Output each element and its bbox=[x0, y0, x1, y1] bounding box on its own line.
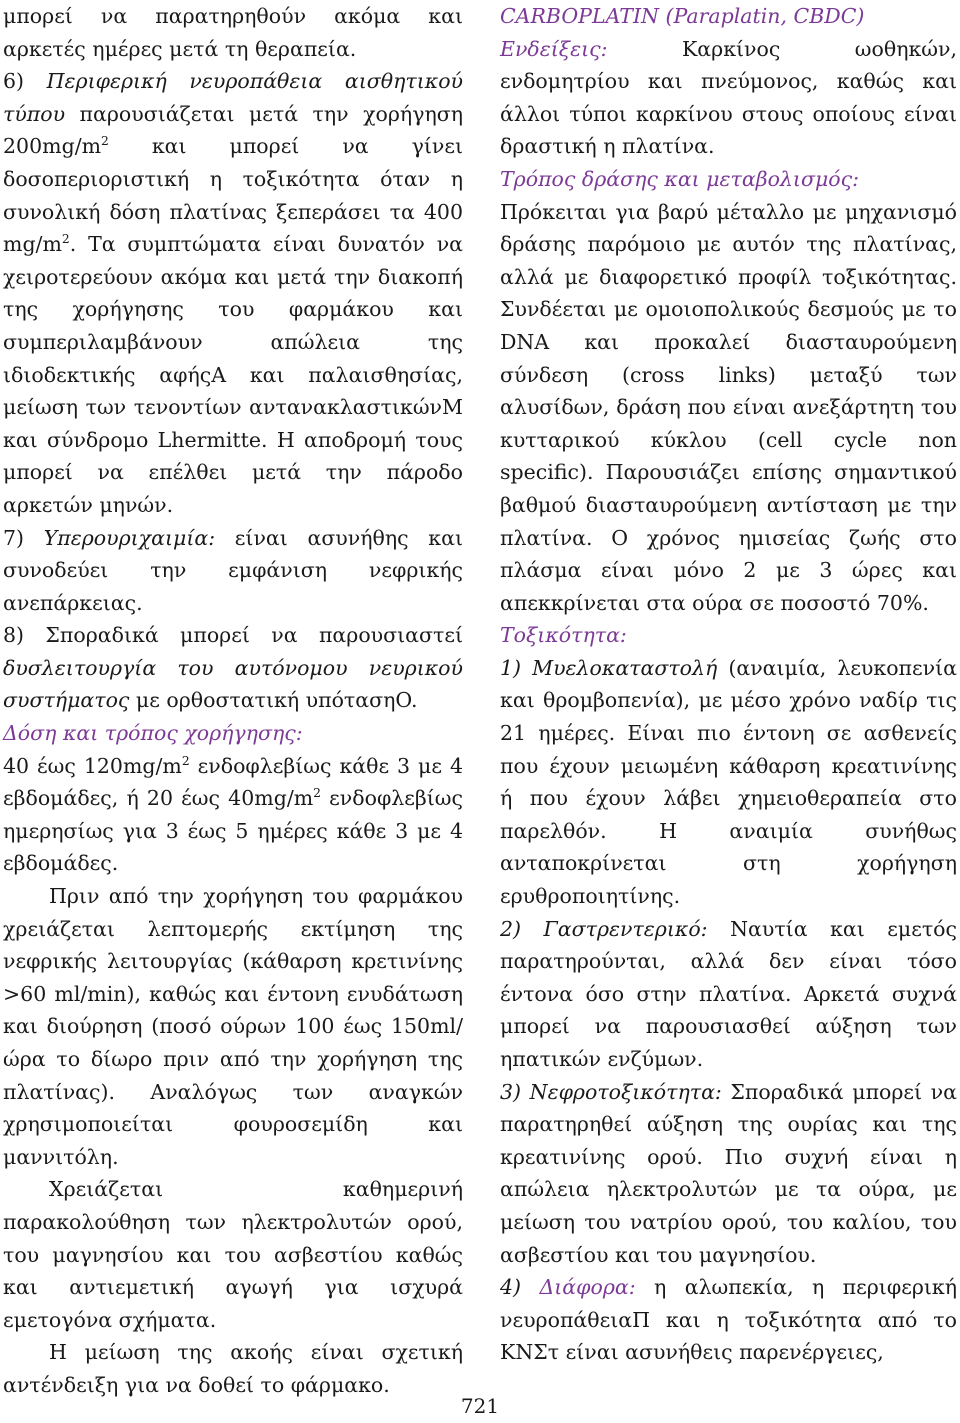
superscript: 2 bbox=[101, 134, 109, 149]
paragraph-renal-assessment: Πριν από την χορήγηση του φαρμάκου χρειάζεται λεπτομερής εκτίμηση της νεφρικής λειτουργίας (κάθαρση κρετινίνης >60 ml/min), καθώς και έντονη ενυδάτωση και διούρηση (ποσό ούρων 100 έως 150ml/ώρα το δίωρο πριν από την χορήγηση της πλατίνας). Αναλόγως των αναγκών χρησιμοποιείται φουροσεμίδη και μαννιτόλη. bbox=[3, 884, 463, 1169]
superscript: 2 bbox=[313, 786, 321, 801]
text: παρουσιάζεται μετά την χορήγηση 200mg/m bbox=[3, 101, 463, 159]
italic-term: 1) Μυελοκαταστολή bbox=[500, 655, 718, 680]
superscript: 2 bbox=[61, 232, 70, 247]
dose-heading: Δόση και τρόπος χορήγησης: bbox=[3, 721, 303, 746]
paragraph-continuation bbox=[3, 0, 463, 65]
paragraph-mechanism: Πρόκειται για βαρύ μέταλλο με μηχανισμό δράσης παρόμοιο με αυτόν της πλατίνας, αλλά με διαφορετικό προφίλ τοξικότητας. Συνδέεται με ομοιοπολικούς δεσμούς με το DNA και προκαλεί διασταυρούμενη σύνδεση (cross links) μεταξύ των αλυσίδων, δράση που είναι ανεξάρτητη του κυτταρικού κύκλου (cell cycle non specific). Παρουσιάζει επίσης σημαντικού βαθμού διασταυρούμενη αντίσταση με την πλατίνα. Ο χρόνος ημισείας ζωής στο πλάσμα είναι μόνο 2 με 3 ώρες και απεκκρίνεται στα ούρα σε ποσοστό 70%. bbox=[500, 199, 957, 615]
text: Σποραδικά μπορεί να παρατηρηθεί αύξηση της ουρίας και της κρεατινίνης ορού. Πιο συχνή είναι η απώλεια ηλεκτρολυτών με τα ούρα, με μείωση του νατρίου ορού, του καλίου, του ασβεστίου και του μαγνησίου. bbox=[500, 1079, 957, 1267]
text: μπορεί να παρατηρηθούν ακόμα και αρκετές ημέρες μετά τη θεραπεία. bbox=[3, 4, 463, 61]
paragraph-indications bbox=[500, 33, 957, 163]
text: ενδοφλεβίως κάθε 3 με 4 εβδομάδες, ή 20 έως 40mg/m bbox=[3, 753, 463, 811]
text: Καρκίνος ωοθηκών, ενδομητρίου και πνεύμονος, καθώς και άλλοι τύποι καρκίνου στους οποίους είναι δραστική η πλατίνα. bbox=[500, 36, 957, 159]
paragraph-hearing: Η μείωση της ακοής είναι σχετική αντένδειξη για να δοθεί το φάρμακο. bbox=[3, 1340, 463, 1397]
paragraph-autonomic bbox=[3, 619, 463, 717]
toxicity-heading: Τοξικότητα: bbox=[500, 623, 627, 648]
text: 8) Σποραδικά μπορεί να παρουσιαστεί bbox=[3, 623, 463, 648]
text: 7) bbox=[3, 525, 44, 550]
text: Ναυτία και εμετός παρατηρούνται, αλλά δεν είναι τόσο έντονα όσο στην πλατίνα. Αρκετά συχνά μπορεί να παρουσιασθεί αύξηση των ηπατικών ενζύμων. bbox=[500, 916, 957, 1071]
indications-label: Ενδείξεις: bbox=[500, 36, 608, 61]
superscript: 2 bbox=[181, 753, 190, 768]
text: 40 έως 120mg/m bbox=[3, 753, 182, 778]
text: είναι ασυνήθης και συνοδεύει την εμφάνιση νεφρικής ανεπάρκειας. bbox=[3, 525, 463, 615]
italic-term: 4) bbox=[500, 1275, 540, 1300]
text: ενδοφλεβίως ημερησίως για 3 έως 5 ημέρες κάθε 3 με 4 εβδομάδες. bbox=[3, 786, 463, 876]
paragraph-dose bbox=[3, 750, 463, 880]
page-number: 721 bbox=[460, 1394, 500, 1418]
right-column bbox=[500, 0, 957, 1369]
text: 6) bbox=[3, 69, 47, 94]
paragraph-misc bbox=[500, 1271, 957, 1369]
italic-term: δυσλειτουργία του αυτόνομου νευρικού συστήματος bbox=[3, 655, 463, 713]
text: . Τα συμπτώματα είναι δυνατόν να χειροτερεύουν ακόμα και μετά την διακοπή της χορήγησης του φαρμάκου και συμπεριλαμβάνουν απώλεια της ιδιοδεκτικής αφήςA και παλαισθησίας, μείωση των τενοντίων αντανακλαστικώνM και σύνδρομο Lhermitte. Η αποδρομή τους μπορεί να επέλθει μετά την πάροδο αρκετών μηνών. bbox=[3, 232, 463, 517]
misc-label: Διάφορα: bbox=[539, 1275, 636, 1300]
paragraph-hyperuricemia bbox=[3, 522, 463, 620]
paragraph-myelosuppression bbox=[500, 652, 957, 913]
italic-term: 2) Γαστρεντερικό: bbox=[500, 916, 708, 941]
paragraph-electrolytes: Χρειάζεται καθημερινή παρακολούθηση των ηλεκτρολυτών ορού, του μαγνησίου και του ασβεστίου καθώς και αντιεμετική αγωγή για ισχυρά εμετογόνα σχήματα. bbox=[3, 1177, 463, 1332]
text: (αναιμία, λευκοπενία και θρομβοπενία), με μέσο χρόνο ναδίρ τις 21 ημέρες. Είναι πιο έντονη σε ασθενείς που έχουν μειωμένη κάθαρση κρεατινίνης ή που έχουν λάβει χημειοθεραπεία στο παρελθόν. Η αναιμία συνήθως ανταποκρίνεται στη χορήγηση ερυθροποιητίνης. bbox=[500, 655, 957, 909]
left-column bbox=[3, 0, 463, 1402]
italic-term: Περιφερική νευροπάθεια αισθητικού τύπου bbox=[3, 69, 463, 126]
italic-term: Υπερουριχαιμία: bbox=[43, 525, 216, 550]
drug-title: CARBOPLATIN (Paraplatin, CBDC) bbox=[500, 4, 865, 28]
paragraph-neuropathy bbox=[3, 65, 463, 521]
mechanism-heading: Τρόπος δράσης και μεταβολισμός: bbox=[500, 166, 860, 191]
italic-term: 3) Νεφροτοξικότητα: bbox=[500, 1079, 722, 1104]
paragraph-gastrointestinal bbox=[500, 913, 957, 1076]
text: με ορθοστατική υπότασηO. bbox=[129, 688, 418, 713]
paragraph-nephrotoxicity bbox=[500, 1076, 957, 1272]
text: η αλωπεκία, η περιφερική νευροπάθειαΠ και η τοξικότητα από το ΚΝΣτ είναι ασυνήθεις παρενέργειες, bbox=[500, 1275, 958, 1365]
text: και μπορεί να γίνει δοσοπεριοριστική η τοξικότητα όταν η συνολική δόση πλατίνας ξεπεράσει τα 400 mg/m bbox=[3, 134, 463, 257]
